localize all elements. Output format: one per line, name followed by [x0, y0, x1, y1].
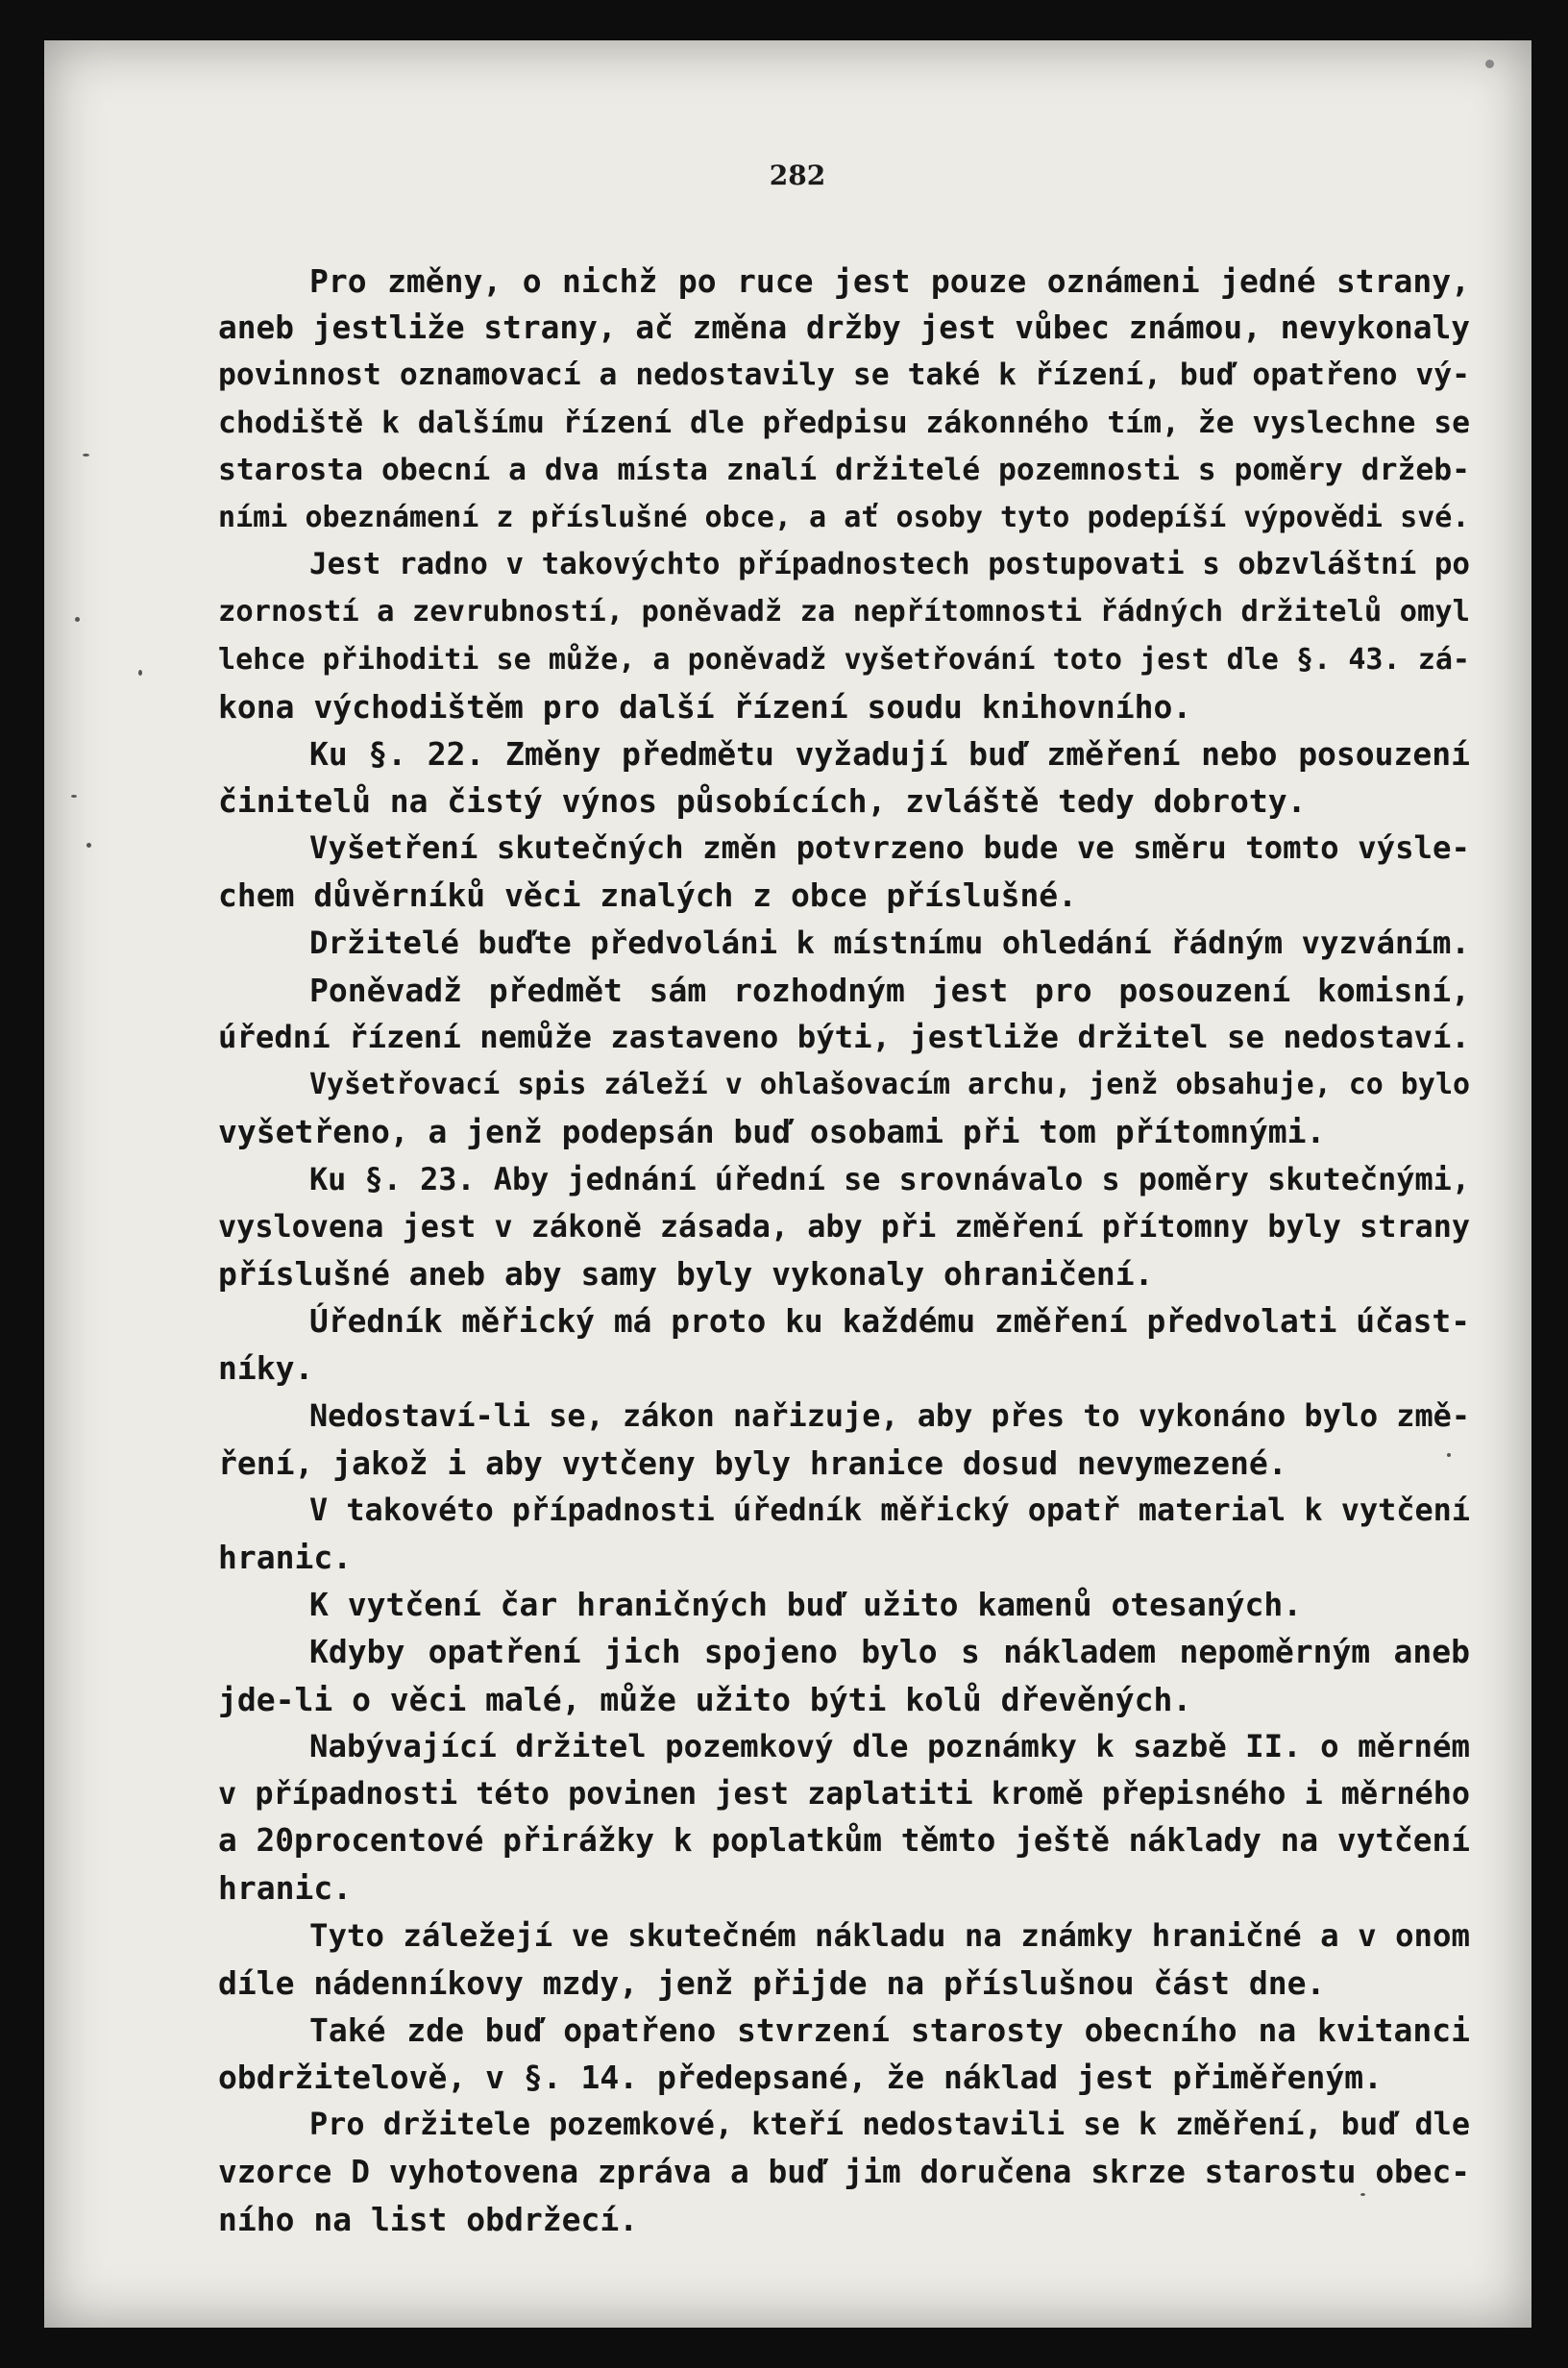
text-line: zorností a zevrubností, poněvadž za nepřítomnosti řádných držitelů omyl: [218, 595, 1470, 629]
text-line: Vyšetřovací spis záleží v ohlašovacím archu, jenž obsahuje, co bylo: [309, 1068, 1470, 1102]
text-line: ření, jakož i aby vytčeny byly hranice dosud nevymezené.: [218, 1443, 1287, 1482]
text-line: Držitelé buďte předvoláni k místnímu ohledání řádným vyzváním.: [309, 924, 1470, 961]
text-line: vyšetřeno, a jenž podepsán buď osobami při tom přítomnými.: [218, 1113, 1326, 1151]
text-line: jde-li o věci malé, může užito býti kolů dřevěných.: [218, 1680, 1192, 1718]
text-line: K vytčení čar hraničných buď užito kamenů otesaných.: [309, 1586, 1303, 1624]
text-line: Také zde buď opatřeno stvrzení starosty obecního na kvitanci: [309, 2010, 1470, 2049]
text-line: hranic.: [218, 1539, 353, 1577]
text-line: lehce přihoditi se může, a poněvadž vyšetřování toto jest dle §. 43. zá-: [218, 642, 1470, 677]
text-line: starosta obecní a dva místa znalí držitelé pozemnosti s poměry držeb-: [218, 452, 1470, 487]
book-page: [44, 40, 1531, 2328]
text-line: Vyšetření skutečných změn potvrzeno bude ve směru tomto výsle-: [309, 829, 1470, 867]
text-line: chem důvěrníků věci znalých z obce příslušné.: [218, 876, 1078, 915]
text-line: Pro změny, o nichž po ruce jest pouze oznámeni jedné strany,: [309, 262, 1470, 300]
text-line: vzorce D vyhotovena zpráva a buď jim doručena skrze starostu obec-: [218, 2153, 1470, 2190]
text-line: Kdyby opatření jich spojeno bylo s nákladem nepoměrným aneb: [309, 1633, 1470, 1671]
text-line: V takovéto případnosti úředník měřický opatř material k vytčení: [309, 1491, 1470, 1528]
text-line: Ku §. 22. Změny předmětu vyžadují buď změření nebo posouzení: [309, 734, 1470, 773]
text-line: vyslovena jest v zákoně zásada, aby při změření přítomny byly strany: [218, 1207, 1470, 1245]
text-line: Jest radno v takovýchto případnostech postupovati s obzvláštní po: [309, 547, 1470, 582]
text-line: ního na list obdržecí.: [218, 2200, 639, 2238]
text-line: činitelů na čistý výnos působících, zvláště tedy dobroty.: [218, 782, 1307, 821]
text-line: obdržitelově, v §. 14. předepsané, že náklad jest přiměřeným.: [218, 2059, 1383, 2097]
text-line: a 20procentové přirážky k poplatkům těmto ještě náklady na vytčení: [218, 1822, 1470, 1860]
text-line: povinnost oznamovací a nedostavily se také k řízení, buď opatřeno vý-: [218, 358, 1470, 393]
body-text: [218, 258, 1470, 2243]
text-line: díle nádenníkovy mzdy, jenž přijde na příslušnou část dne.: [218, 1963, 1326, 2002]
text-line: hranic.: [218, 1869, 353, 1908]
text-line: Úředník měřický má proto ku každému změření předvolati účast-: [309, 1302, 1470, 1341]
text-line: Ku §. 23. Aby jednání úřední se srovnávalo s poměry skutečnými,: [309, 1160, 1470, 1197]
text-line: Nabývající držitel pozemkový dle poznámky k sazbě II. o měrném: [309, 1727, 1470, 1764]
page-number: 282: [769, 160, 826, 191]
text-line: v případnosti této povinen jest zaplatiti kromě přepisného i měrného: [218, 1775, 1470, 1812]
text-line: příslušné aneb aby samy byly vykonaly ohraničení.: [218, 1254, 1154, 1293]
text-line: ními obeznámení z příslušné obce, a ať osoby tyto podepíší výpovědi své.: [218, 500, 1470, 534]
text-line: níky.: [218, 1349, 314, 1388]
text-line: aneb jestliže strany, ač změna držby jest vůbec známou, nevykonaly: [218, 309, 1470, 347]
text-line: Tyto záležejí ve skutečném nákladu na známky hraničné a v onom: [309, 1916, 1470, 1954]
text-line: Pro držitele pozemkové, kteří nedostavili se k změření, buď dle: [309, 2106, 1470, 2143]
text-line: kona východištěm pro další řízení soudu knihovního.: [218, 687, 1192, 726]
text-line: úřední řízení nemůže zastaveno býti, jestliže držitel se nedostaví.: [218, 1019, 1470, 1055]
text-line: Poněvadž předmět sám rozhodným jest pro posouzení komisní,: [309, 971, 1470, 1009]
text-line: Nedostaví-li se, zákon nařizuje, aby přes to vykonáno bylo změ-: [309, 1396, 1470, 1434]
text-line: chodiště k dalšímu řízení dle předpisu zákonného tím, že vyslechne se: [218, 405, 1470, 440]
